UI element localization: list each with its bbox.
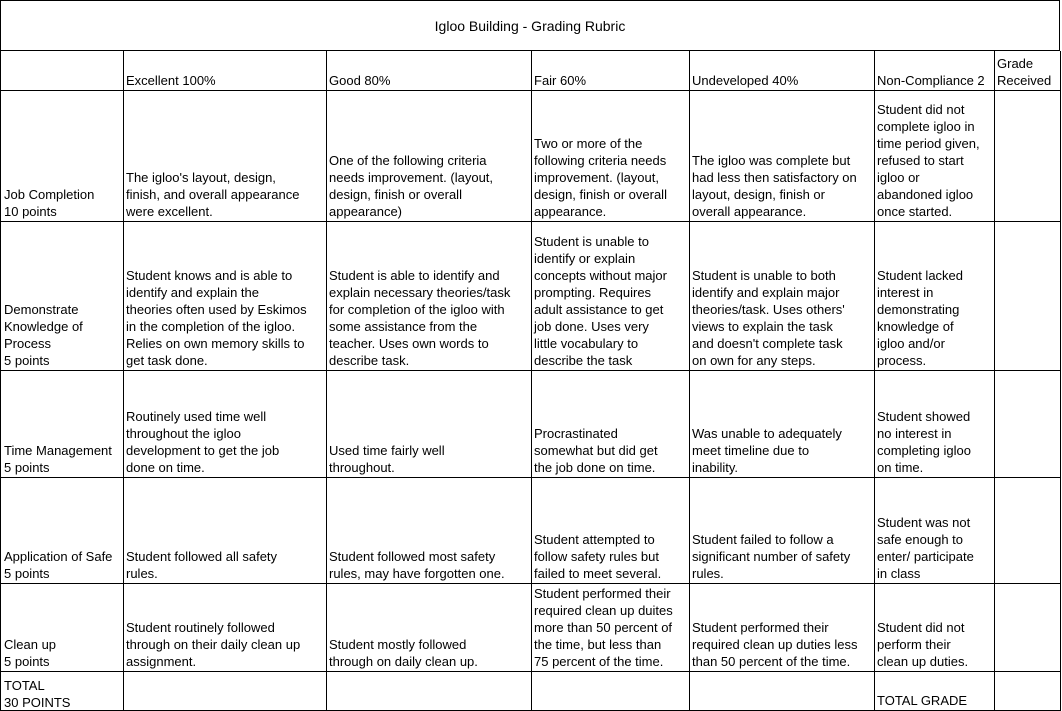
grade-received-cell xyxy=(994,221,1061,371)
header-excellent: Excellent 100% xyxy=(123,51,327,91)
rubric-cell-non-compliance: Student lacked interest in demonstrating knowledge of igloo and/or process. xyxy=(874,221,995,371)
rubric-cell-fair: Two or more of the following criteria needs improvement. (layout, design, finish or overall appearance. xyxy=(531,90,690,222)
rubric-cell-fair: Student performed their required clean up duites more than 50 percent of the time, but less than 75 percent of the time. xyxy=(531,583,690,672)
total-grade-label: TOTAL GRADE xyxy=(874,671,995,711)
rubric-cell-non-compliance: Student was not safe enough to enter/ participate in class xyxy=(874,477,995,584)
grade-received-cell xyxy=(994,370,1061,478)
grade-received-cell xyxy=(994,477,1061,584)
rubric-cell-non-compliance: Student showed no interest in completing igloo on time. xyxy=(874,370,995,478)
rubric-cell-excellent: Routinely used time well throughout the igloo development to get the job done on time. xyxy=(123,370,327,478)
header-undeveloped: Undeveloped 40% xyxy=(689,51,875,91)
criterion-cell: Demonstrate Knowledge of Process 5 points xyxy=(0,221,124,371)
rubric-cell-good: Used time fairly well throughout. xyxy=(326,370,532,478)
total-empty-cell xyxy=(123,671,327,711)
rubric-cell-good: One of the following criteria needs improvement. (layout, design, finish or overall appearance) xyxy=(326,90,532,222)
total-empty-cell xyxy=(689,671,875,711)
rubric-cell-fair: Procrastinated somewhat but did get the job done on time. xyxy=(531,370,690,478)
header-non-compliance: Non-Compliance 2 xyxy=(874,51,995,91)
rubric-cell-non-compliance: Student did not complete igloo in time period given, refused to start igloo or abandoned igloo once started. xyxy=(874,90,995,222)
rubric-cell-undeveloped: Student performed their required clean up duties less than 50 percent of the time. xyxy=(689,583,875,672)
rubric-cell-fair: Student is unable to identify or explain concepts without major prompting. Requires adult assistance to get job done. Uses very little vocabulary to describe the task xyxy=(531,221,690,371)
criterion-cell: Clean up 5 points xyxy=(0,583,124,672)
rubric-cell-undeveloped: Was unable to adequately meet timeline due to inability. xyxy=(689,370,875,478)
header-fair: Fair 60% xyxy=(531,51,690,91)
rubric-cell-undeveloped: Student failed to follow a significant number of safety rules. xyxy=(689,477,875,584)
rubric-cell-good: Student is able to identify and explain necessary theories/task for completion of the igloo with some assistance from the teacher. Uses own words to describe task. xyxy=(326,221,532,371)
total-empty-cell xyxy=(326,671,532,711)
total-grade-value xyxy=(994,671,1061,711)
criterion-cell: Application of Safe 5 points xyxy=(0,477,124,584)
rubric-cell-good: Student followed most safety rules, may have forgotten one. xyxy=(326,477,532,584)
rubric-cell-undeveloped: Student is unable to both identify and explain major theories/task. Uses others' views to explain the task and doesn't complete task on own for any steps. xyxy=(689,221,875,371)
rubric-cell-fair: Student attempted to follow safety rules but failed to meet several. xyxy=(531,477,690,584)
grade-received-cell xyxy=(994,583,1061,672)
rubric-cell-excellent: The igloo's layout, design, finish, and overall appearance were excellent. xyxy=(123,90,327,222)
total-empty-cell xyxy=(531,671,690,711)
header-good: Good 80% xyxy=(326,51,532,91)
rubric-title: Igloo Building - Grading Rubric xyxy=(0,0,1060,51)
criterion-cell: Time Management 5 points xyxy=(0,370,124,478)
grade-received-cell xyxy=(994,90,1061,222)
rubric-cell-non-compliance: Student did not perform their clean up duties. xyxy=(874,583,995,672)
rubric-cell-excellent: Student routinely followed through on their daily clean up assignment. xyxy=(123,583,327,672)
criterion-cell: Job Completion 10 points xyxy=(0,90,124,222)
total-points-label: TOTAL 30 POINTS xyxy=(0,671,124,711)
rubric-cell-excellent: Student followed all safety rules. xyxy=(123,477,327,584)
rubric-cell-undeveloped: The igloo was complete but had less then satisfactory on layout, design, finish or overall appearance. xyxy=(689,90,875,222)
rubric-cell-excellent: Student knows and is able to identify and explain the theories often used by Eskimos in the completion of the igloo. Relies on own memory skills to get task done. xyxy=(123,221,327,371)
header-grade-received: Grade Received xyxy=(994,51,1061,91)
rubric-cell-good: Student mostly followed through on daily clean up. xyxy=(326,583,532,672)
header-criterion xyxy=(0,51,124,91)
